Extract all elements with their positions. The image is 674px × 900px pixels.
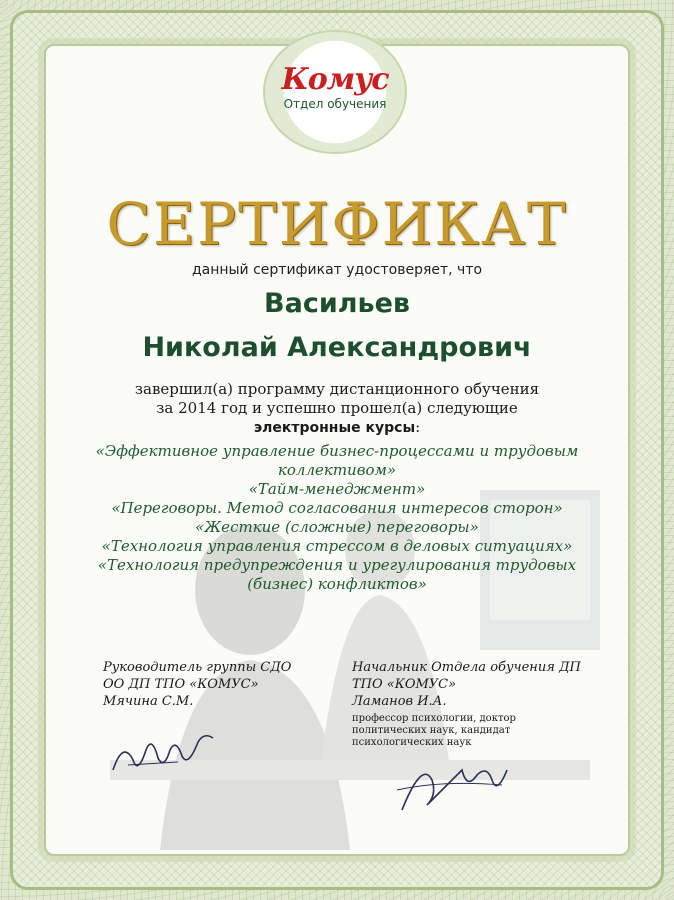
course-item: «Эффективное управление бизнес-процессами и трудовым коллективом»: [95, 442, 579, 479]
signature-left: [108, 720, 218, 780]
signatory-right-credentials: профессор психологии, доктор политических наук, кандидат психологических наук: [352, 713, 516, 748]
signatory-right: [352, 659, 592, 749]
recipient-given-name: Николай Александрович: [142, 332, 532, 363]
logo-subtitle: Отдел обучения: [283, 97, 387, 111]
signatory-right-line-2: ТПО «КОМУС»: [352, 677, 457, 692]
signature-right: [392, 750, 512, 820]
signatory-left: [103, 659, 343, 710]
komus-logo: [263, 30, 407, 154]
course-item: «Технология предупреждения и урегулирования трудовых (бизнес) конфликтов»: [97, 556, 577, 593]
course-item: «Жесткие (сложные) переговоры»: [195, 518, 479, 536]
completion-statement: [0, 380, 674, 438]
course-item: «Тайм-менеджмент»: [248, 480, 426, 498]
course-list: [90, 442, 584, 594]
completion-line-1: завершил(а) программу дистанционного обучения: [134, 380, 540, 398]
signatory-left-line-2: ОО ДП ТПО «КОМУС»: [103, 677, 259, 692]
course-item: «Технология управления стрессом в деловых ситуациях»: [101, 537, 573, 555]
courses-label: [0, 418, 674, 438]
signatory-right-name: Ламанов И.А.: [352, 694, 447, 709]
course-item: «Переговоры. Метод согласования интересов сторон»: [111, 499, 563, 517]
signatory-left-name: Мячина С.М.: [103, 694, 194, 709]
certificate-title: СЕРТИФИКАТ: [106, 190, 568, 258]
completion-line-2: за 2014 год и успешно прошел(а) следующие: [156, 399, 518, 417]
recipient-surname: Васильев: [264, 288, 410, 319]
certifies-text: данный сертификат удостоверяет, что: [191, 262, 483, 278]
courses-label-tail: :: [415, 418, 421, 436]
logo-brand: Комус: [281, 62, 389, 97]
courses-label-bold: электронные курсы: [253, 420, 416, 436]
signatory-left-line-1: Руководитель группы СДО: [103, 660, 292, 675]
signatory-right-line-1: Начальник Отдела обучения ДП: [352, 660, 581, 675]
